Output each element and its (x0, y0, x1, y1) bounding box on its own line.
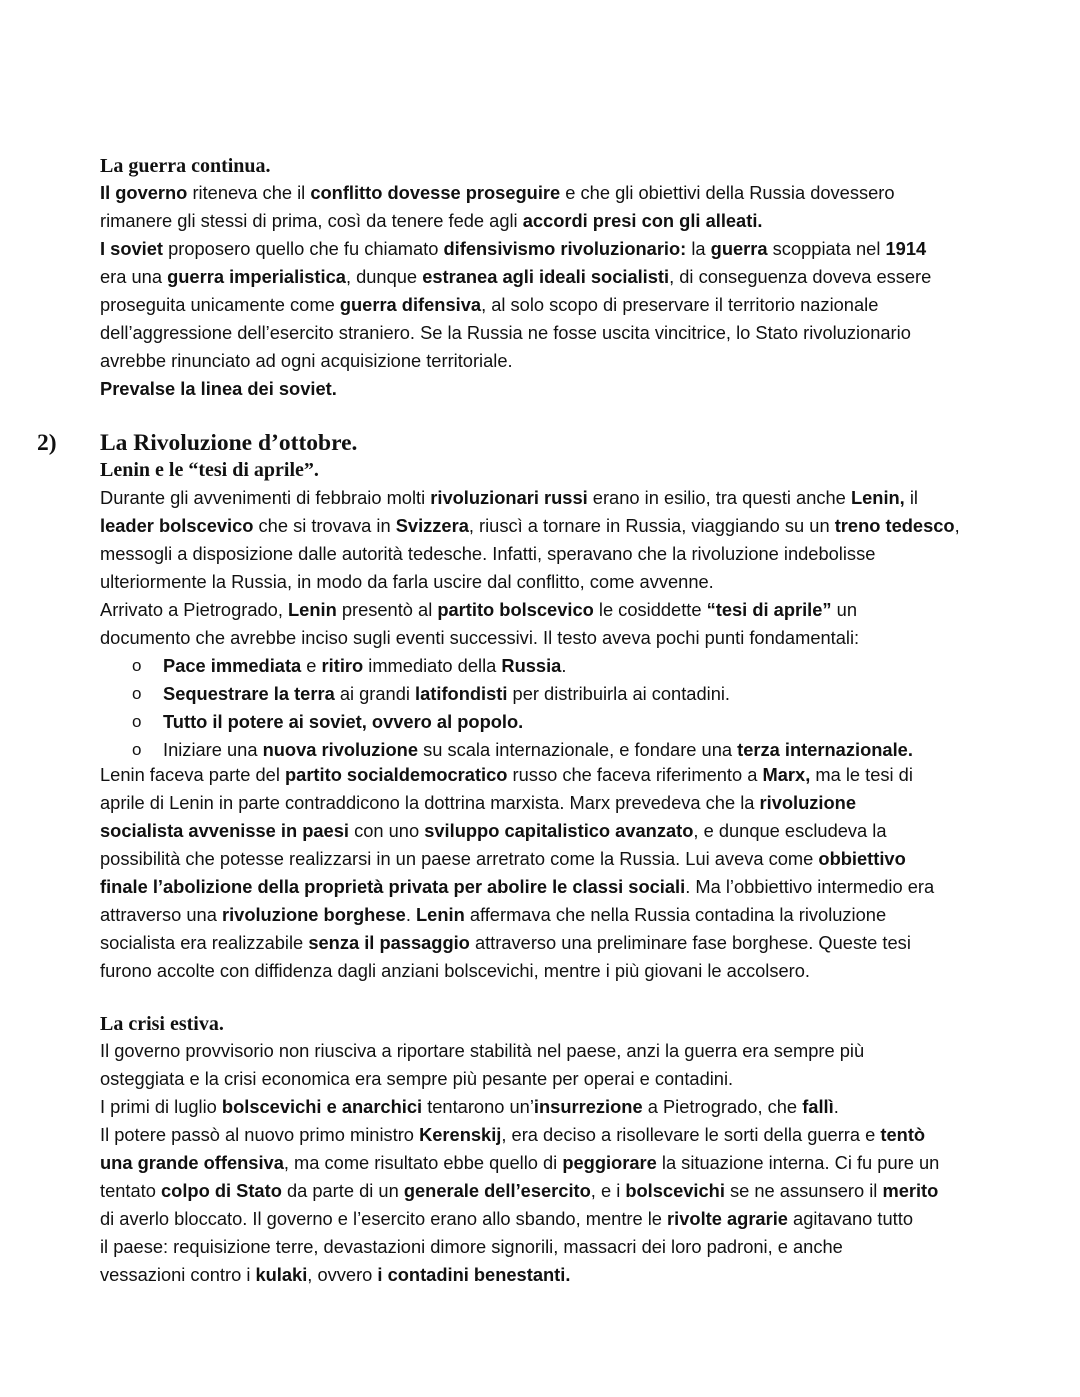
section-heading-guerra-continua: La guerra continua. (100, 155, 271, 177)
paragraph-line: di averlo bloccato. Il governo e l’esercito erano allo sbando, mentre le rivolte agrarie agitavano tutto (100, 1208, 913, 1229)
paragraph-line: osteggiata e la crisi economica era sempre più pesante per operai e contadini. (100, 1068, 734, 1089)
paragraph-line: I soviet proposero quello che fu chiamato difensivismo rivoluzionario: la guerra scoppiata nel 1914 (100, 238, 927, 259)
section-heading-crisi-estiva: La crisi estiva. (100, 1013, 224, 1035)
paragraph-line: rimanere gli stessi di prima, così da tenere fede agli accordi presi con gli alleati. (100, 210, 763, 231)
list-item: Iniziare una nuova rivoluzione su scala internazionale, e fondare una terza internazionale. (163, 739, 913, 760)
bullet-marker: o (132, 656, 142, 675)
paragraph-line: finale l’abolizione della proprietà privata per abolire le classi sociali. Ma l’obbiettivo intermedio era (100, 876, 935, 897)
list-item: Tutto il potere ai soviet, ovvero al popolo. (163, 711, 524, 732)
paragraph-line: vessazioni contro i kulaki, ovvero i contadini benestanti. (100, 1264, 571, 1285)
paragraph-line: una grande offensiva, ma come risultato ebbe quello di peggiorare la situazione interna. Ci fu pure un (100, 1152, 940, 1173)
paragraph-line: era una guerra imperialistica, dunque estranea agli ideali socialisti, di conseguenza doveva essere (100, 266, 932, 287)
paragraph-line: il paese: requisizione terre, devastazioni dimore signorili, massacri dei loro padroni, e anche (100, 1236, 843, 1257)
paragraph-line: avrebbe rinunciato ad ogni acquisizione territoriale. (100, 350, 513, 371)
paragraph-line: aprile di Lenin in parte contraddicono la dottrina marxista. Marx prevedeva che la rivoluzione (100, 792, 856, 813)
paragraph-line: leader bolscevico che si trovava in Svizzera, riuscì a tornare in Russia, viaggiando su un treno tedesco, (100, 515, 960, 536)
paragraph-line: ulteriormente la Russia, in modo da farla uscire dal conflitto, come avvenne. (100, 571, 714, 592)
list-item: Pace immediata e ritiro immediato della Russia. (163, 655, 567, 676)
paragraph-line-conclusion: Prevalse la linea dei soviet. (100, 378, 337, 399)
paragraph-line: dell’aggressione dell’esercito straniero. Se la Russia ne fosse uscita vincitrice, lo Stato rivoluzionario (100, 322, 911, 343)
paragraph-line: messogli a disposizione dalle autorità tedesche. Infatti, speravano che la rivoluzione indebolisse (100, 543, 876, 564)
section-number: 2) (37, 430, 57, 456)
paragraph-line: documento che avrebbe inciso sugli eventi successivi. Il testo aveva pochi punti fondamentali: (100, 627, 860, 648)
paragraph-line: proseguita unicamente come guerra difensiva, al solo scopo di preservare il territorio nazionale (100, 294, 879, 315)
paragraph-line: Arrivato a Pietrogrado, Lenin presentò al partito bolscevico le cosiddette “tesi di aprile” un (100, 599, 857, 620)
bullet-marker: o (132, 712, 142, 731)
paragraph-line: Il potere passò al nuovo primo ministro Kerenskij, era deciso a risollevare le sorti della guerra e tentò (100, 1124, 926, 1145)
paragraph-line: Il governo provvisorio non riusciva a riportare stabilità nel paese, anzi la guerra era sempre più (100, 1040, 865, 1061)
paragraph-line: tentato colpo di Stato da parte di un generale dell’esercito, e i bolscevichi se ne assunsero il merito (100, 1180, 939, 1201)
paragraph-line: I primi di luglio bolscevichi e anarchici tentarono un’insurrezione a Pietrogrado, che fallì. (100, 1096, 839, 1117)
section-title-rivoluzione-ottobre: La Rivoluzione d’ottobre. (100, 430, 358, 456)
paragraph-line: Durante gli avvenimenti di febbraio molti rivoluzionari russi erano in esilio, tra questi anche Lenin, il (100, 487, 918, 508)
paragraph-line: socialista era realizzabile senza il passaggio attraverso una preliminare fase borghese. Queste tesi (100, 932, 911, 953)
list-item: Sequestrare la terra ai grandi latifondisti per distribuirla ai contadini. (163, 683, 731, 704)
paragraph-line: Il governo riteneva che il conflitto dovesse proseguire e che gli obiettivi della Russia dovessero (100, 182, 895, 203)
bullet-marker: o (132, 740, 142, 759)
bullet-marker: o (132, 684, 142, 703)
paragraph-line: furono accolte con diffidenza dagli anziani bolscevichi, mentre i più giovani le accolsero. (100, 960, 810, 981)
subheading-tesi-di-aprile: Lenin e le “tesi di aprile”. (100, 459, 319, 481)
paragraph-line: possibilità che potesse realizzarsi in un paese arretrato come la Russia. Lui aveva come obbiettivo (100, 848, 906, 869)
paragraph-line: attraverso una rivoluzione borghese. Lenin affermava che nella Russia contadina la rivoluzione (100, 904, 887, 925)
paragraph-line: socialista avvenisse in paesi con uno sviluppo capitalistico avanzato, e dunque escludeva la (100, 820, 887, 841)
paragraph-line: Lenin faceva parte del partito socialdemocratico russo che faceva riferimento a Marx, ma le tesi di (100, 764, 913, 785)
